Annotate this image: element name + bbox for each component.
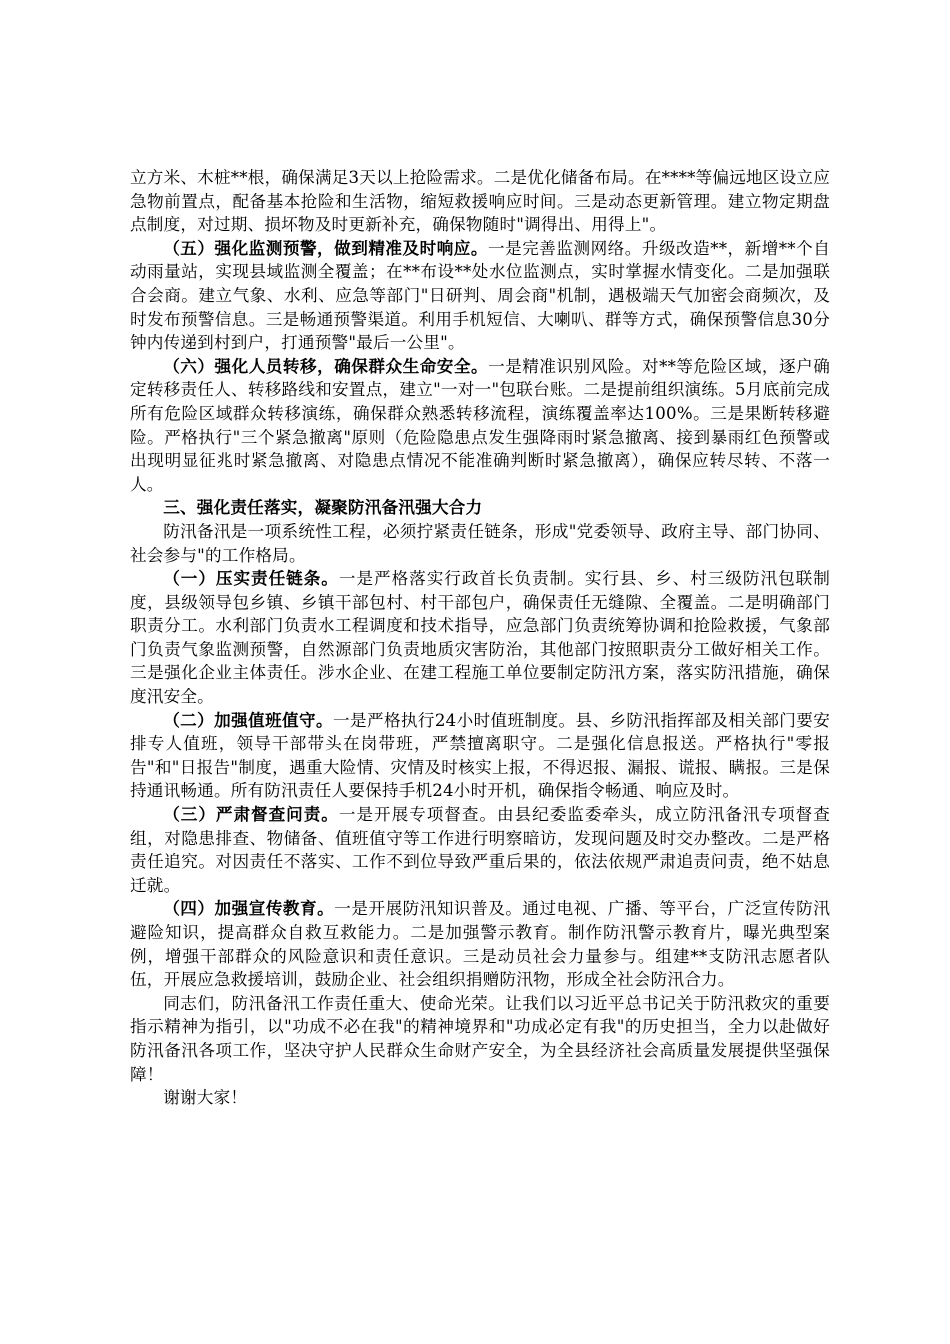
paragraph-5-heading: （五）强化监测预警，做到精准及时响应。 [163,237,488,258]
paragraph-6-heading: （六）强化人员转移，确保群众生命安全。 [163,355,489,376]
subsection-1-body: 一是严格落实行政首长负责制。实行县、乡、村三级防汛包联制度，县级领导包乡镇、乡镇干部包村、村干部包户，确保责任无缝隙、全覆盖。二是明确部门职责分工。水利部门负责水工程调度和技术指导，应急部门负责统筹协调和抢险救援，气象部门负责气象监测预警，自然源部门负责地质灾害防治，其他部门按照职责分工做好相关工作。三是强化企业主体责任。涉水企业、在建工程施工单位要制定防汛方案，落实防汛措施，确保度汛安全。 [130,569,830,707]
subsection-1-heading: （一）压实责任链条。 [163,568,339,589]
section-3-heading: 三、强化责任落实，凝聚防汛备汛强大合力 [163,497,483,518]
subsection-3 [130,803,830,897]
paragraph-5-body: 一是完善监测网络。升级改造**，新增**个自动雨量站，实现县域监测全覆盖；在**布设**处水位监测点，实时掌握水情变化。二是加强联合会商。建立气象、水利、应急等部门"日研判、周会商"机制，遇极端天气加密会商频次，及时发布预警信息。三是畅通预警渠道。利用手机短信、大喇叭、群等方式，确保预警信息30分钟内传递到村到户，打通预警"最后一公里"。 [130,238,830,353]
subsection-1 [130,567,830,709]
document-page [130,166,830,1110]
subsection-2-heading: （二）加强值班值守。 [163,709,333,730]
subsection-4-body: 一是开展防汛知识普及。通过电视、广播、等平台，广泛宣传防汛避险知识，提高群众自救互救能力。二是加强警示教育。制作防汛警示教育片，曝光典型案例，增强干部群众的风险意识和责任意识。三是动员社会力量参与。组建**支防汛志愿者队伍，开展应急救援培训，鼓励企业、社会组织捐赠防汛物，形成全社会防汛合力。 [130,899,830,990]
subsection-2-body: 一是严格执行24小时值班制度。县、乡防汛指挥部及相关部门要安排专人值班，领导干部带头在岗带班，严禁擅离职守。二是强化信息报送。严格执行"零报告"和"日报告"制度，遇重大险情、灾情及时核实上报，不得迟报、漏报、谎报、瞒报。三是保持通讯畅通。所有防汛责任人要保持手机24小时开机，确保指令畅通、响应及时。 [130,710,830,801]
subsection-4-heading: （四）加强宣传教育。 [163,898,335,919]
section-3-intro: 防汛备汛是一项系统性工程，必须拧紧责任链条，形成"党委领导、政府主导、部门协同、社会参与"的工作格局。 [130,521,830,565]
subsection-3-body: 一是开展专项督查。由县纪委监委牵头，成立防汛备汛专项督查组，对隐患排查、物储备、值班值守等工作进行明察暗访，发现问题及时交办整改。二是严格责任追究。对因责任不落实、工作不到位导致严重后果的，依法依规严肃追责问责，绝不姑息迁就。 [130,805,830,895]
paragraph-6-body: 一是精准识别风险。对**等危险区域，逐户确定转移责任人、转移路线和安置点，建立"一对一"包联台账。二是提前组织演练。5月底前完成所有危险区域群众转移演练，确保群众熟悉转移流程，演练覆盖率达100%。三是果断转移避险。严格执行"三个紧急撤离"原则（危险隐患点发生强降雨时紧急撤离、接到暴雨红色预警或出现明显征兆时紧急撤离、对隐患点情况不能准确判断时紧急撤离），确保应转尽转、不落一人。 [130,356,830,494]
paragraph-6 [130,355,830,497]
closing-paragraph: 同志们，防汛备汛工作责任重大、使命光荣。让我们以习近平总书记关于防汛救灾的重要指示精神为指引，以"功成不必在我"的精神境界和"功成必定有我"的历史担当，全力以赴做好防汛备汛各项工作，坚决守护人民群众生命财产安全，为全县经济社会高质量发展提供坚强保障！ [130,993,830,1084]
subsection-4 [130,897,830,991]
subsection-2 [130,709,830,803]
continuation-paragraph: 立方米、木桩**根，确保满足3天以上抢险需求。二是优化储备布局。在****等偏远地区设立应急物前置点，配备基本抢险和生活物，缩短救援响应时间。三是动态更新管理。建立物定期盘点制度，对过期、损坏物及时更新补充，确保物随时"调得出、用得上"。 [130,168,830,235]
subsection-3-heading: （三）严肃督查问责。 [163,804,339,825]
paragraph-5 [130,237,830,355]
thanks-line: 谢谢大家！ [163,1088,248,1108]
